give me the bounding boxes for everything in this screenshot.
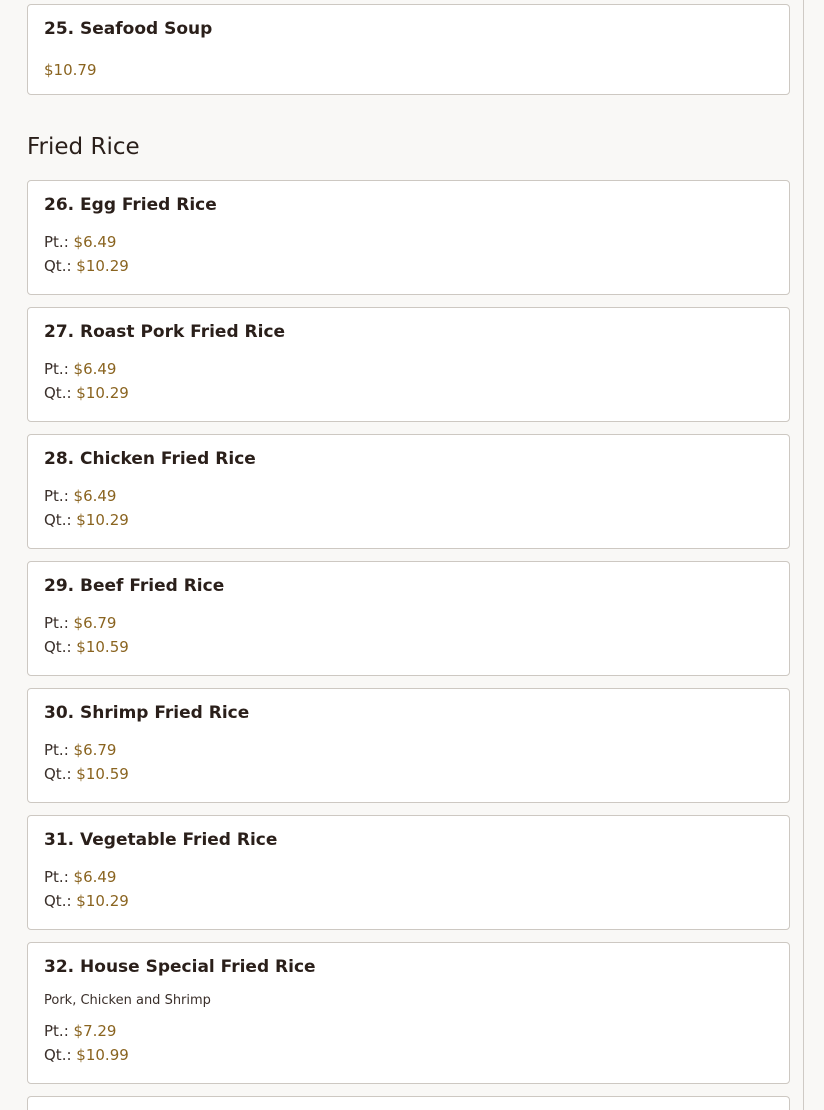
menu-item-card[interactable]	[27, 4, 790, 95]
menu-item-name: 27. Roast Pork Fried Rice	[44, 322, 286, 342]
pint-label: Pt.:	[44, 1022, 69, 1040]
menu-item-card[interactable]	[27, 180, 790, 295]
quart-label: Qt.:	[44, 384, 72, 402]
pint-price: $6.49	[73, 360, 117, 378]
quart-label: Qt.:	[44, 511, 72, 529]
quart-label: Qt.:	[44, 892, 72, 910]
pint-label: Pt.:	[44, 233, 69, 251]
pint-price-line	[44, 233, 116, 251]
pint-label: Pt.:	[44, 741, 69, 759]
quart-price: $10.29	[76, 384, 129, 402]
quart-price: $10.59	[76, 638, 129, 656]
pint-price-line	[44, 360, 116, 378]
pint-price-line	[44, 868, 116, 886]
menu-item-name: 29. Beef Fried Rice	[44, 576, 225, 596]
quart-price: $10.29	[76, 511, 129, 529]
quart-price: $10.29	[76, 892, 129, 910]
quart-price-line	[44, 765, 129, 783]
pint-price: $7.29	[73, 1022, 117, 1040]
menu-item-name: 25. Seafood Soup	[44, 19, 213, 39]
menu-item-description: Pork, Chicken and Shrimp	[44, 993, 211, 1008]
menu-item-name: 32. House Special Fried Rice	[44, 957, 316, 977]
pint-price: $6.49	[73, 487, 117, 505]
menu-item-card[interactable]	[27, 942, 790, 1084]
quart-price-line	[44, 257, 129, 275]
quart-price: $10.99	[76, 1046, 129, 1064]
quart-label: Qt.:	[44, 1046, 72, 1064]
quart-price-line	[44, 511, 129, 529]
menu-item-card[interactable]	[27, 815, 790, 930]
page-divider	[803, 0, 804, 1110]
menu-item-card[interactable]	[27, 561, 790, 676]
menu-item-name: 31. Vegetable Fried Rice	[44, 830, 278, 850]
quart-label: Qt.:	[44, 638, 72, 656]
menu-item-card[interactable]	[27, 688, 790, 803]
quart-price: $10.29	[76, 257, 129, 275]
section-title: Fried Rice	[27, 134, 140, 160]
pint-label: Pt.:	[44, 614, 69, 632]
quart-price-line	[44, 1046, 129, 1064]
menu-item-card[interactable]	[27, 307, 790, 422]
pint-price: $6.49	[73, 233, 117, 251]
menu-item-name: 30. Shrimp Fried Rice	[44, 703, 250, 723]
pint-price: $6.79	[73, 741, 117, 759]
menu-item-card-partial[interactable]	[27, 1096, 790, 1110]
menu-item-card[interactable]	[27, 434, 790, 549]
pint-price-line	[44, 487, 116, 505]
pint-label: Pt.:	[44, 868, 69, 886]
pint-price: $6.49	[73, 868, 117, 886]
pint-price-line	[44, 1022, 116, 1040]
pint-label: Pt.:	[44, 360, 69, 378]
quart-label: Qt.:	[44, 765, 72, 783]
quart-label: Qt.:	[44, 257, 72, 275]
quart-price-line	[44, 638, 129, 656]
quart-price: $10.59	[76, 765, 129, 783]
price-value: $10.79	[44, 61, 97, 79]
pint-price: $6.79	[73, 614, 117, 632]
pint-label: Pt.:	[44, 487, 69, 505]
quart-price-line	[44, 892, 129, 910]
menu-item-price	[44, 61, 97, 79]
menu-item-name: 28. Chicken Fried Rice	[44, 449, 256, 469]
menu-item-name: 26. Egg Fried Rice	[44, 195, 217, 215]
quart-price-line	[44, 384, 129, 402]
pint-price-line	[44, 614, 116, 632]
pint-price-line	[44, 741, 116, 759]
